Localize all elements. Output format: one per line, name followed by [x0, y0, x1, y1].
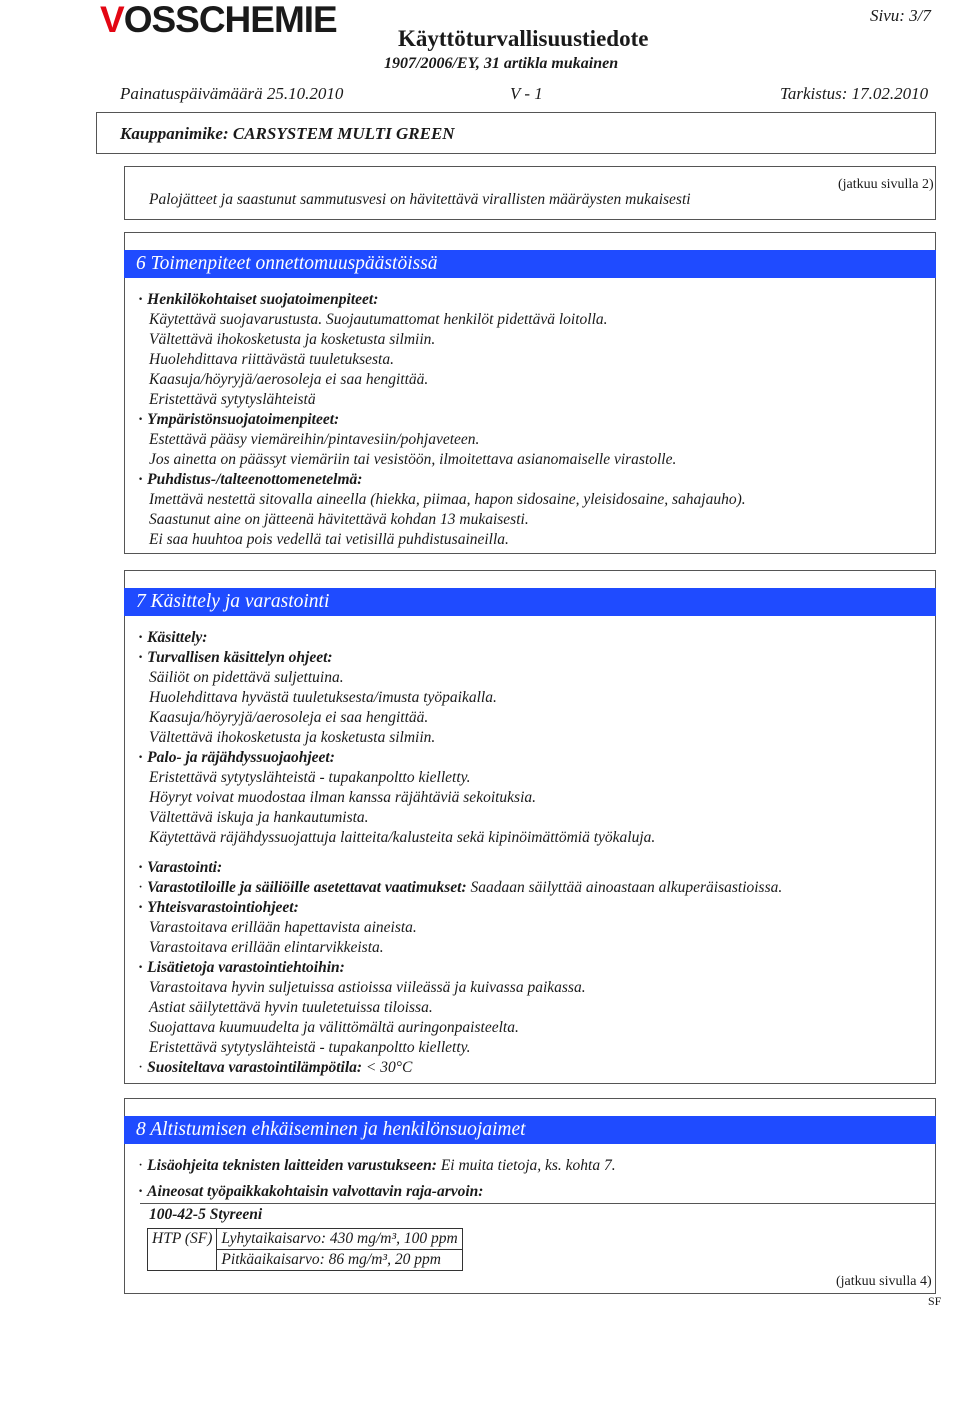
- text-line: Imettävä nestettä sitovalla aineella (hiekka, piimaa, hapon sidosaine, yleisidosaine, sahajauho).: [149, 491, 746, 508]
- revision-date: Tarkistus: 17.02.2010: [780, 84, 929, 103]
- divider: [140, 1203, 936, 1204]
- heading-text: Yhteisvarastointiohjeet:: [147, 899, 299, 916]
- section-7-storage-requirements: · Varastotiloille ja säiliöille asetettavat vaatimukset: Saadaan säilyttää ainoastaan alkuperäisastioissa.: [138, 879, 783, 896]
- text-line: Jos ainetta on päässyt viemäriin tai vesistöön, ilmoitettava asianomaiselle virastolle.: [149, 451, 677, 468]
- text-line: Säiliöt on pidettävä suljettuina.: [149, 669, 344, 686]
- continued-on: (jatkuu sivulla 4): [836, 1274, 932, 1289]
- trade-name: Kauppanimike: CARSYSTEM MULTI GREEN: [120, 124, 455, 143]
- limit-long-cell: Pitkäaikaisarvo: 86 mg/m³, 20 ppm: [217, 1250, 462, 1271]
- section-7-storage-temperature: · Suositeltava varastointilämpötila: < 30°C: [138, 1059, 413, 1076]
- heading-text: Henkilökohtaiset suojatoimenpiteet:: [147, 291, 379, 308]
- print-date: Painatuspäivämäärä 25.10.2010: [120, 84, 344, 103]
- text-line: Eristettävä sytytyslähteistä - tupakanpoltto kielletty.: [149, 1039, 471, 1056]
- value-text: Saadaan säilyttää ainoastaan alkuperäisastioissa.: [470, 879, 783, 896]
- text-line: Kaasuja/höyryjä/aerosoleja ei saa hengittää.: [149, 709, 429, 726]
- logo-mark: V: [100, 0, 124, 40]
- page-number: Sivu: 3/7: [870, 6, 931, 25]
- company-logo: [100, 0, 337, 40]
- value-text: Ei muita tietoja, ks. kohta 7.: [440, 1157, 616, 1174]
- text-line: Varastoitava erillään hapettavista aineista.: [149, 919, 417, 936]
- text-line: Astiat säilytettävä hyvin tuuletetuissa tiloissa.: [149, 999, 433, 1016]
- section-7-heading-joint-storage: · Yhteisvarastointiohjeet:: [138, 899, 299, 916]
- heading-text: Palo- ja räjähdyssuojaohjeet:: [147, 749, 335, 766]
- section-7-heading-safe-handling: · Turvallisen käsittelyn ohjeet:: [138, 649, 333, 666]
- text-line: Varastoitava erillään elintarvikkeista.: [149, 939, 384, 956]
- section-8-heading-limits: · Aineosat työpaikkakohtaisin valvottavin raja-arvoin:: [138, 1183, 484, 1200]
- text-line: Varastoitava hyvin suljetuissa astioissa viileässä ja kuivassa paikassa.: [149, 979, 586, 996]
- substance-name: 100-42-5 Styreeni: [149, 1206, 263, 1223]
- text-line: Käytettävä räjähdyssuojattuja laitteita/kalusteita sekä kipinöimättömiä työkaluja.: [149, 829, 656, 846]
- document-title: Käyttöturvallisuustiedote: [398, 26, 649, 51]
- language-code: SF: [928, 1294, 942, 1308]
- heading-text: Turvallisen käsittelyn ohjeet:: [147, 649, 333, 666]
- text-line: Ei saa huuhtoa pois vedellä tai vetisillä puhdistusaineilla.: [149, 531, 509, 548]
- heading-text: Varastotiloille ja säiliöille asetettavat vaatimukset:: [147, 879, 467, 896]
- text-line: Käytettävä suojavarustusta. Suojautumattomat henkilöt pidettävä loitolla.: [149, 311, 608, 328]
- heading-text: Puhdistus-/talteenottomenetelmä:: [147, 471, 363, 488]
- limit-short-cell: Lyhytaikaisarvo: 430 mg/m³, 100 ppm: [217, 1229, 462, 1250]
- text-line: Eristettävä sytytyslähteistä - tupakanpoltto kielletty.: [149, 769, 471, 786]
- text-line: Höyryt voivat muodostaa ilman kanssa räjähtäviä sekoituksia.: [149, 789, 537, 806]
- text-line: Saastunut aine on jätteenä hävitettävä kohdan 13 mukaisesti.: [149, 511, 529, 528]
- heading-text: Käsittely:: [147, 629, 208, 646]
- heading-text: Aineosat työpaikkakohtaisin valvottavin raja-arvoin:: [147, 1183, 484, 1200]
- section-8-technical: · Lisäohjeita teknisten laitteiden varustukseen: Ei muita tietoja, ks. kohta 7.: [138, 1157, 616, 1174]
- text-line: Huolehdittava hyvästä tuuletuksesta/imusta työpaikalla.: [149, 689, 497, 706]
- carryover-text: Palojätteet ja saastunut sammutusvesi on hävitettävä virallisten määräysten mukaisesti: [149, 191, 691, 208]
- text-line: Eristettävä sytytyslähteistä: [149, 391, 316, 408]
- heading-text: Lisäohjeita teknisten laitteiden varustukseen:: [147, 1157, 437, 1174]
- section-8-title: 8 Altistumisen ehkäiseminen ja henkilönsuojaimet: [124, 1116, 936, 1144]
- section-7-title: 7 Käsittely ja varastointi: [124, 588, 936, 616]
- section-6-heading-personal: · Henkilökohtaiset suojatoimenpiteet:: [138, 291, 379, 308]
- heading-text: Suositeltava varastointilämpötila:: [147, 1059, 363, 1076]
- text-line: Suojattava kuumuudelta ja välittömältä auringonpaisteelta.: [149, 1019, 519, 1036]
- section-6-heading-environment: · Ympäristönsuojatoimenpiteet:: [138, 411, 340, 428]
- section-7-heading-additional: · Lisätietoja varastointiehtoihin:: [138, 959, 345, 976]
- text-line: Kaasuja/höyryjä/aerosoleja ei saa hengittää.: [149, 371, 429, 388]
- section-6-heading-cleanup: · Puhdistus-/talteenottomenetelmä:: [138, 471, 363, 488]
- limit-type-cell: HTP (SF): [148, 1229, 217, 1271]
- logo-text: OSSCHEMIE: [123, 0, 337, 40]
- heading-text: Varastointi:: [147, 859, 223, 876]
- text-line: Vältettävä iskuja ja hankautumista.: [149, 809, 369, 826]
- continued-from: (jatkuu sivulla 2): [838, 177, 934, 192]
- exposure-limit-table: [147, 1228, 463, 1271]
- text-line: Estettävä pääsy viemäreihin/pintavesiin/pohjaveteen.: [149, 431, 480, 448]
- section-7-heading-storage: · Varastointi:: [138, 859, 223, 876]
- section-6-title: 6 Toimenpiteet onnettomuuspäästöissä: [124, 250, 936, 278]
- section-7-heading-handling: · Käsittely:: [138, 629, 208, 646]
- version: V - 1: [510, 84, 543, 103]
- text-line: Vältettävä ihokosketusta ja kosketusta silmiin.: [149, 331, 436, 348]
- text-line: Vältettävä ihokosketusta ja kosketusta silmiin.: [149, 729, 436, 746]
- value-text: < 30°C: [365, 1059, 413, 1076]
- document-subtitle: 1907/2006/EY, 31 artikla mukainen: [384, 55, 619, 72]
- section-7-heading-fire: · Palo- ja räjähdyssuojaohjeet:: [138, 749, 335, 766]
- heading-text: Lisätietoja varastointiehtoihin:: [147, 959, 345, 976]
- heading-text: Ympäristönsuojatoimenpiteet:: [147, 411, 340, 428]
- text-line: Huolehdittava riittävästä tuuletuksesta.: [149, 351, 394, 368]
